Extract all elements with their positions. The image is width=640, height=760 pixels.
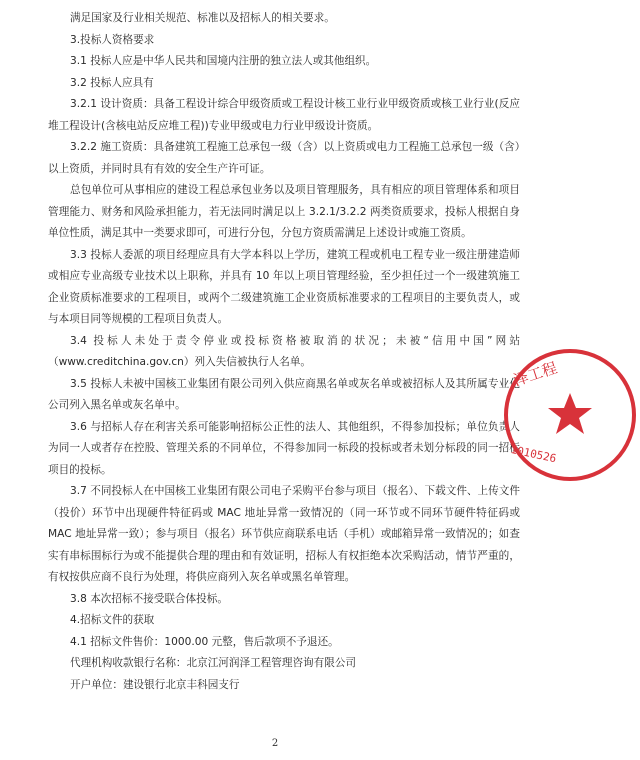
clause-3-2-1-design-qualification: 3.2.1 设计资质：具备工程设计综合甲级资质或工程设计核工业行业甲级资质或核工业行业(反应堆工程设计(含核电站反应堆工程))专业甲级或电力行业甲级设计资质。: [48, 98, 520, 132]
section-heading-tender-documents: 4.招标文件的获取: [70, 614, 155, 626]
clause-3-2: 3.2 投标人应具有: [70, 76, 154, 89]
paragraph-continued: 满足国家及行业相关规范、标准以及招标人的相关要求。: [70, 12, 335, 24]
clause-3-3-project-manager: 3.3 投标人委派的项目经理应具有大学本科以上学历，建筑工程或机电工程专业一级注册建造师或相应专业高级专业技术以上职称，并具有 10 年以上项目管理经验，至少担任过一个一级建筑施工企业资质标准要求的工程项目，或两个二级建筑施工企业资质标准要求的工程项目的主要负责人，或与本项目同等规模的工程项目负责人。: [48, 248, 520, 325]
seal-text-top: 泽工程: [511, 358, 560, 390]
page-number: 2: [271, 738, 279, 749]
document-body: [48, 8, 520, 696]
seal-star: [548, 393, 592, 434]
clause-3-8-consortium: 3.8 本次招标不接受联合体投标。: [70, 592, 228, 605]
account-unit-line: 开户单位：建设银行北京丰科园支行: [70, 678, 240, 691]
clause-3-1: 3.1 投标人应是中华人民共和国境内注册的独立法人或其他组织。: [70, 55, 377, 67]
clause-3-6-conflict: 3.6 与招标人存在利害关系可能影响招标公正性的法人、其他组织，不得参加投标；单位负责人为同一人或者存在控股、管理关系的不同单位，不得参加同一标段的投标或者未划分标段的同一招标项目的投标。: [48, 420, 520, 476]
clause-3-2-2-construction-qualification: 3.2.2 施工资质：具备建筑工程施工总承包一级（含）以上资质或电力工程施工总承包一级（含）以上资质，并同时具有有效的安全生产许可证。: [48, 141, 520, 175]
seal-text-bottom: 1010526: [509, 443, 558, 466]
company-seal-stamp: [500, 345, 640, 485]
seal-ring: [506, 351, 634, 479]
bank-name-line: 代理机构收款银行名称：北京江河润泽工程管理咨询有限公司: [70, 657, 357, 669]
clause-3-5-blacklist: 3.5 投标人未被中国核工业集团有限公司列入供应商黑名单或灰名单或被招标人及其所属专业化公司列入黑名单或灰名单中。: [48, 377, 520, 411]
clause-4-1-price: 4.1 招标文件售价：1000.00 元整，售后款项不予退还。: [70, 635, 339, 648]
clause-3-7-collusion: 3.7 不同投标人在中国核工业集团有限公司电子采购平台参与项目（报名）、下载文件、上传文件（投价）环节中出现硬件特征码或 MAC 地址异常一致情况的（同一环节或不同环节硬件特征码或 MAC 地址异常一致）；参与项目（报名）环节供应商联系电话（手机）或邮箱异常一致情况的；如查实有串标围标行为或不能提供合理的理由和有效证明，招标人有权拒绝本次采购活动，情节严重的，有权按供应商不良行为处理，将供应商列入灰名单或黑名单管理。: [48, 485, 520, 583]
section-heading-bidder-qualifications: 3.投标人资格要求: [70, 33, 155, 46]
general-contractor-paragraph: 总包单位可从事相应的建设工程总承包业务以及项目管理服务，具有相应的项目管理体系和项目管理能力、财务和风险承担能力，若无法同时满足以上 3.2.1/3.2.2 两类资质要求，投标人根据自身单位性质，满足其中一类要求即可，可进行分包，分包方资质需满足上述设计或施工资质。: [48, 184, 520, 239]
clause-3-4-credit: 3.4 投标人未处于责令停业或投标资格被取消的状况；未被“信用中国”网站（www.creditchina.gov.cn）列入失信被执行人名单。: [48, 334, 520, 368]
